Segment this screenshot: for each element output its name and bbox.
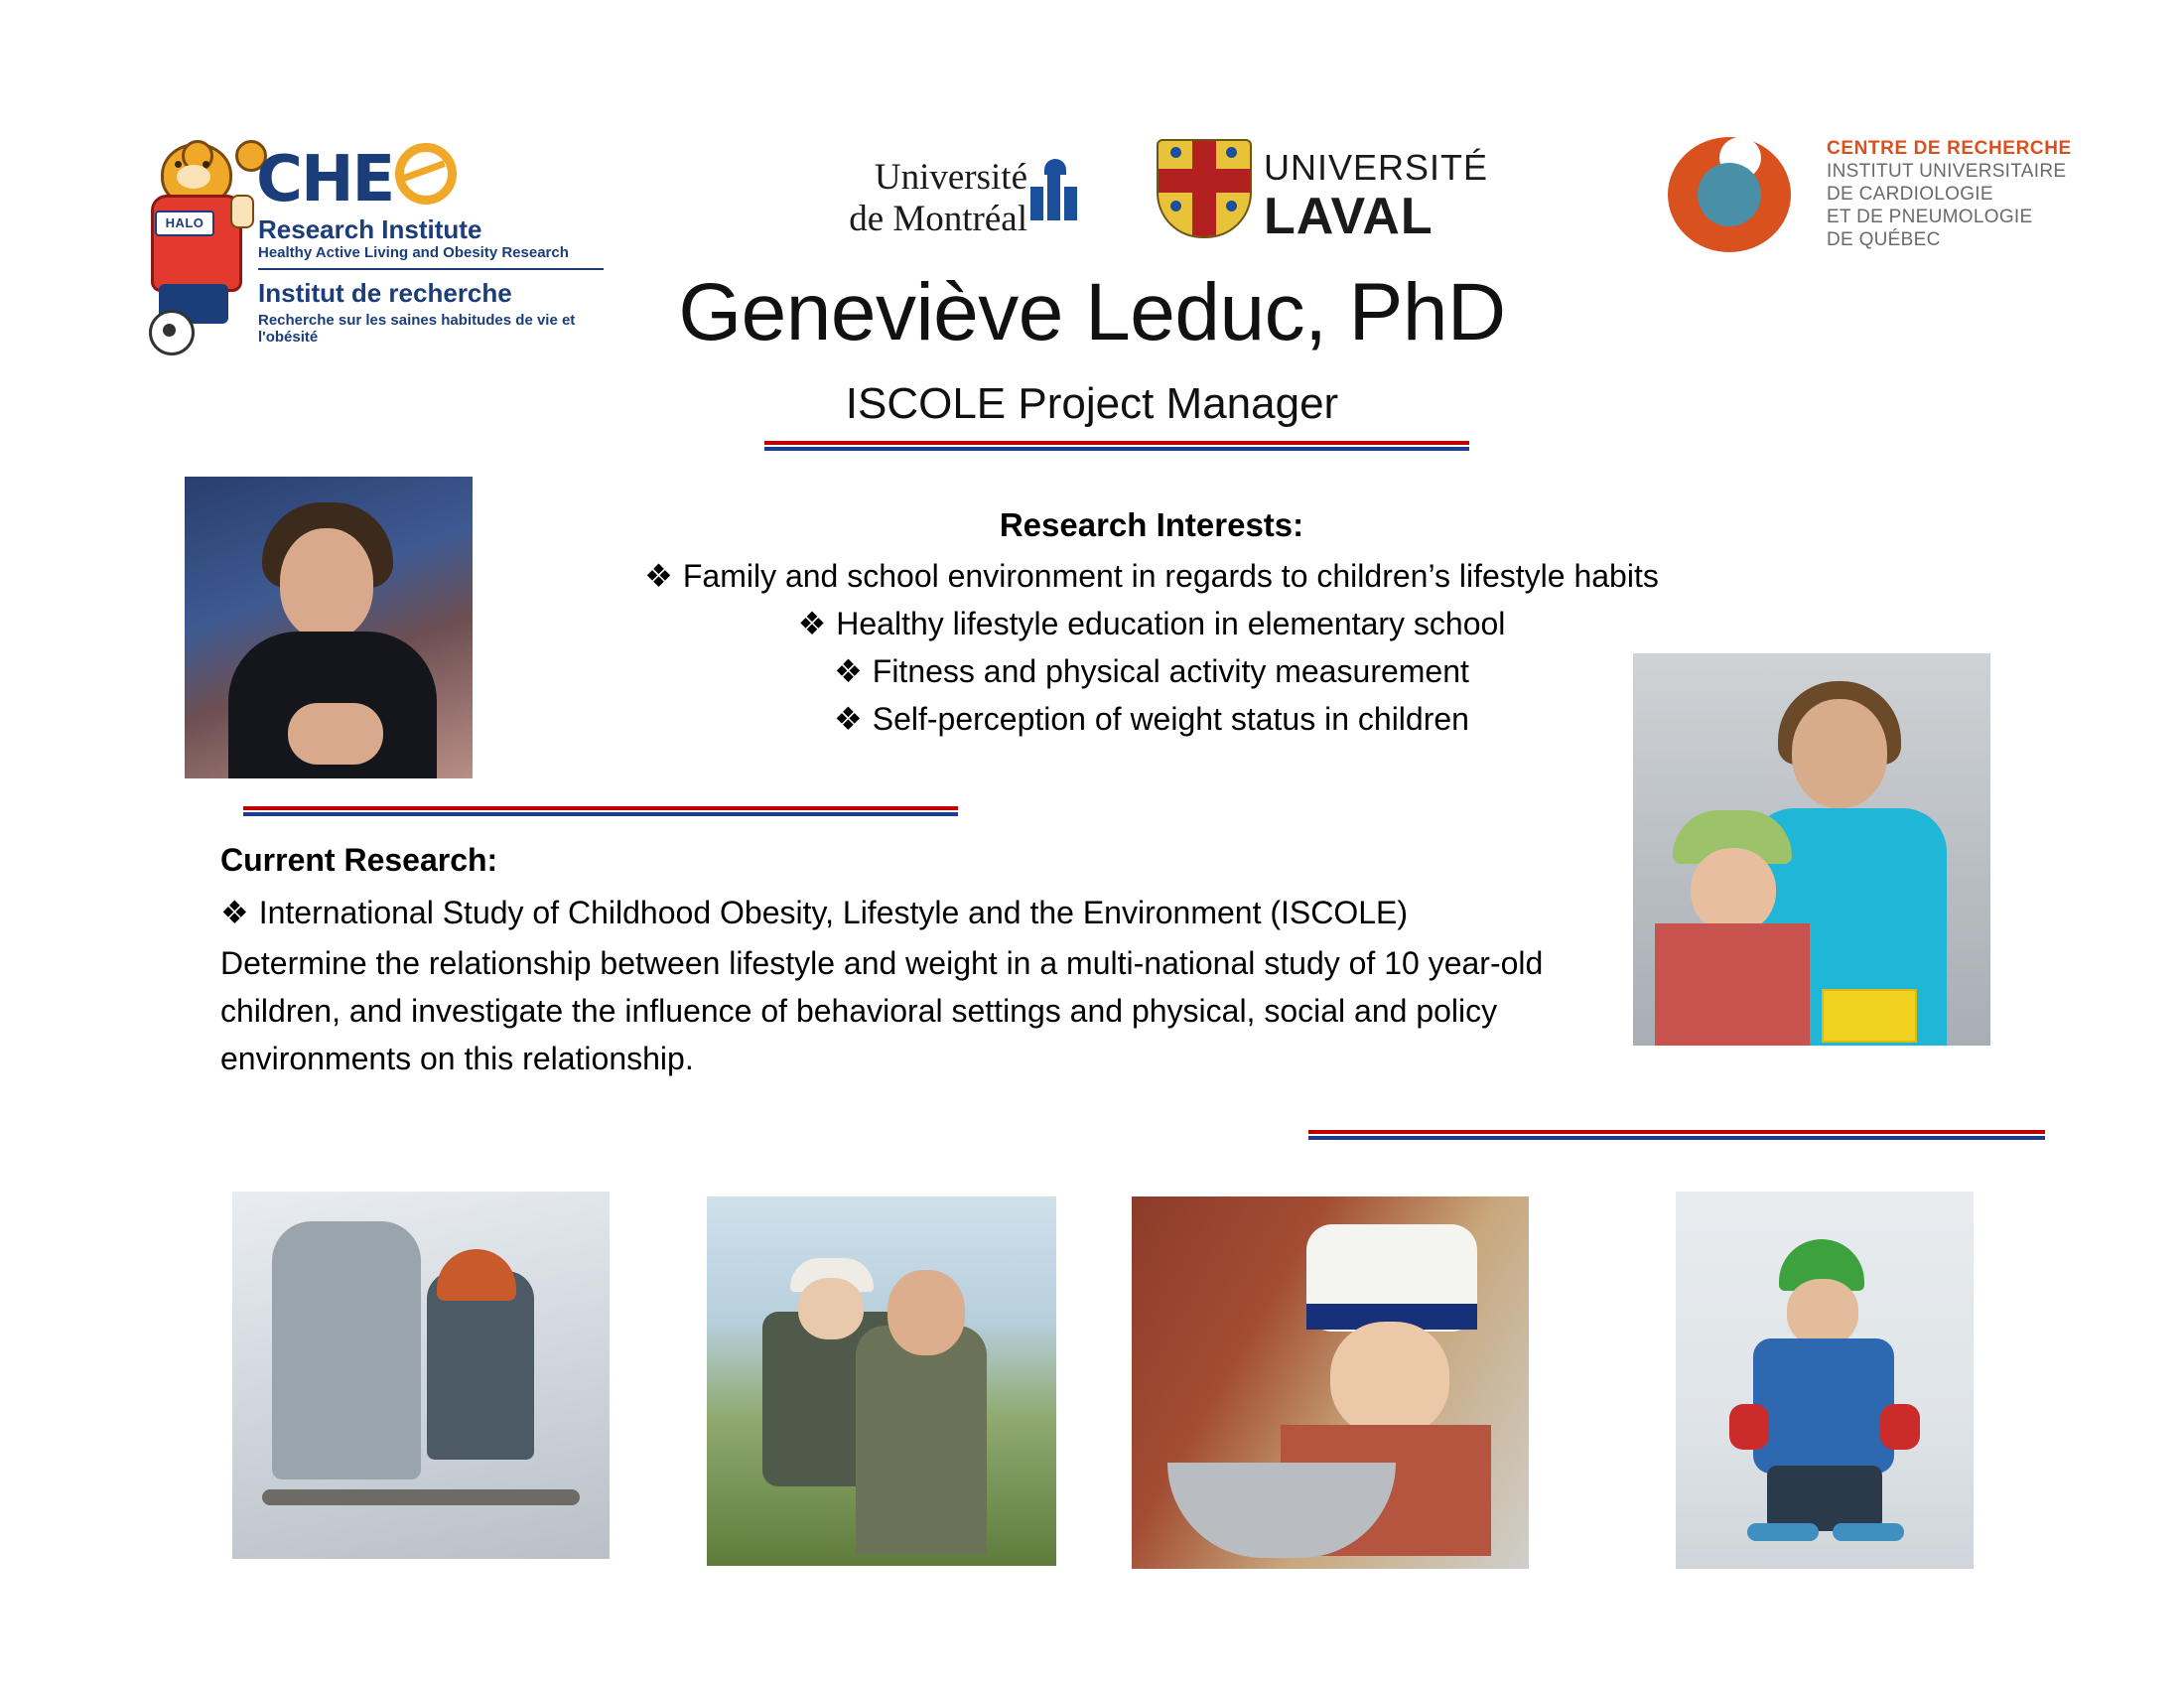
divider-blue-line xyxy=(764,447,1469,451)
portrait-photo xyxy=(185,477,473,778)
snow-child-pants xyxy=(1767,1466,1882,1531)
laval-dot-icon xyxy=(1226,201,1237,211)
list-item xyxy=(556,552,1747,600)
snowshoeing-child-photo xyxy=(1676,1192,1974,1569)
snowshoe-right xyxy=(1833,1523,1904,1541)
list-item-label: Family and school environment in regards to children’s lifestyle habits xyxy=(682,558,1659,594)
divider-red-line xyxy=(243,806,958,810)
list-item xyxy=(556,647,1747,695)
diamond-bullet-icon: ❖ xyxy=(220,895,249,930)
carrier-adult-body xyxy=(856,1326,987,1554)
cheo-wordmark-text: CHE xyxy=(256,143,394,216)
list-item xyxy=(556,695,1747,743)
mom-head xyxy=(1792,699,1887,808)
portrait-face xyxy=(280,528,373,639)
list-item xyxy=(556,600,1747,647)
iucpq-line1: CENTRE DE RECHERCHE xyxy=(1827,138,2072,159)
child-head xyxy=(1691,848,1776,933)
divider-red-line xyxy=(764,441,1469,445)
child-shirt xyxy=(1655,923,1810,1046)
udem-bar-2-icon xyxy=(1047,169,1060,220)
udem-bar-3-icon xyxy=(1064,187,1077,220)
current-research-heading: Current Research: xyxy=(220,842,498,878)
skis xyxy=(262,1489,580,1505)
page-subtitle: ISCOLE Project Manager xyxy=(845,379,1339,428)
laval-line2: LAVAL xyxy=(1264,188,1433,245)
udem-line1: Université xyxy=(874,157,1027,198)
cheo-line1: Research Institute xyxy=(258,214,482,244)
research-interests-heading: Research Interests: xyxy=(999,506,1304,543)
iucpq-line3: DE CARDIOLOGIE xyxy=(1827,184,1993,205)
iucpq-ring-icon xyxy=(1668,137,1791,252)
udem-wordmark xyxy=(764,157,1027,240)
laval-dot-icon xyxy=(1170,201,1181,211)
list-item-label: Fitness and physical activity measurement xyxy=(872,653,1469,689)
snowshoe-left xyxy=(1747,1523,1819,1541)
cheo-line3: Institut de recherche xyxy=(258,278,512,308)
divider-blue-line xyxy=(243,812,958,816)
portrait-hands xyxy=(288,703,383,765)
list-item-label: Healthy lifestyle education in elementary school xyxy=(836,606,1506,641)
research-interests-section xyxy=(556,506,1747,743)
iucpq-line5: DE QUÉBEC xyxy=(1827,229,1941,250)
iucpq-line4: ET DE PNEUMOLOGIE xyxy=(1827,207,2033,227)
research-interests-list xyxy=(556,552,1747,743)
diamond-bullet-icon: ❖ xyxy=(834,701,863,737)
udem-line2: de Montréal xyxy=(849,199,1027,239)
bear-eye-left-icon xyxy=(175,161,182,168)
carrier-child-head xyxy=(798,1278,864,1339)
current-research-bullet xyxy=(220,891,1610,935)
cheo-line4: Recherche sur les saines habitudes de vie et l'obésité xyxy=(258,312,576,346)
cheo-wordmark xyxy=(256,143,457,216)
page-title: Geneviève Leduc, PhD xyxy=(678,267,1506,357)
iucpq-line2: INSTITUT UNIVERSITAIRE xyxy=(1827,161,2067,182)
list-item-label: Self-perception of weight status in children xyxy=(872,701,1469,737)
bear-thumb-icon xyxy=(230,195,254,228)
snow-child-head xyxy=(1787,1279,1858,1346)
cheo-line2: Healthy Active Living and Obesity Research xyxy=(258,244,569,261)
carrier-adult-head xyxy=(887,1270,965,1355)
laval-dot-icon xyxy=(1226,147,1237,158)
bear-eye-right-icon xyxy=(203,161,209,168)
laval-dot-icon xyxy=(1170,147,1181,158)
bear-face-icon xyxy=(177,165,210,189)
divider-top xyxy=(764,441,1469,451)
diamond-bullet-icon: ❖ xyxy=(644,558,673,594)
udem-mark-icon xyxy=(1030,159,1090,220)
udem-bar-1-icon xyxy=(1030,187,1043,220)
current-research-section xyxy=(220,842,1610,1082)
ski-photo xyxy=(232,1192,610,1559)
diamond-bullet-icon: ❖ xyxy=(834,653,863,689)
snow-child-coat xyxy=(1753,1338,1894,1474)
universite-de-montreal-logo xyxy=(764,149,1052,238)
current-research-body: Determine the relationship between lifestyle and weight in a multi-national study of 10 year-old children, and investigate the influence of behavioral settings and physical, social and policy environments on this relationship. xyxy=(220,945,1544,1076)
divider-blue-line xyxy=(1308,1136,2045,1140)
divider-middle xyxy=(243,806,958,816)
iucpq-logo xyxy=(1668,131,2095,255)
diamond-bullet-icon: ❖ xyxy=(797,606,827,641)
cheo-o-ring-icon xyxy=(395,143,457,205)
laval-shield-icon xyxy=(1157,139,1252,238)
iucpq-wordmark xyxy=(1827,137,2072,251)
ski-adult xyxy=(272,1221,421,1479)
mother-and-child-photo xyxy=(1633,653,1990,1046)
chef-child-head xyxy=(1330,1322,1449,1437)
child-carrier-photo xyxy=(707,1196,1056,1566)
snow-child-glove-left xyxy=(1729,1404,1769,1450)
universite-laval-logo xyxy=(1157,139,1489,245)
divider-bottom xyxy=(1308,1130,2045,1140)
race-bib xyxy=(1822,989,1917,1043)
current-research-bullet-label: International Study of Childhood Obesity, Lifestyle and the Environment (ISCOLE) xyxy=(258,895,1409,930)
snow-child-glove-right xyxy=(1880,1404,1920,1450)
baking-child-photo xyxy=(1132,1196,1529,1569)
divider-red-line xyxy=(1308,1130,2045,1134)
halo-badge: HALO xyxy=(155,211,214,236)
laval-cross-horizontal-icon xyxy=(1159,169,1250,193)
laval-line1: UNIVERSITÉ xyxy=(1264,147,1489,188)
